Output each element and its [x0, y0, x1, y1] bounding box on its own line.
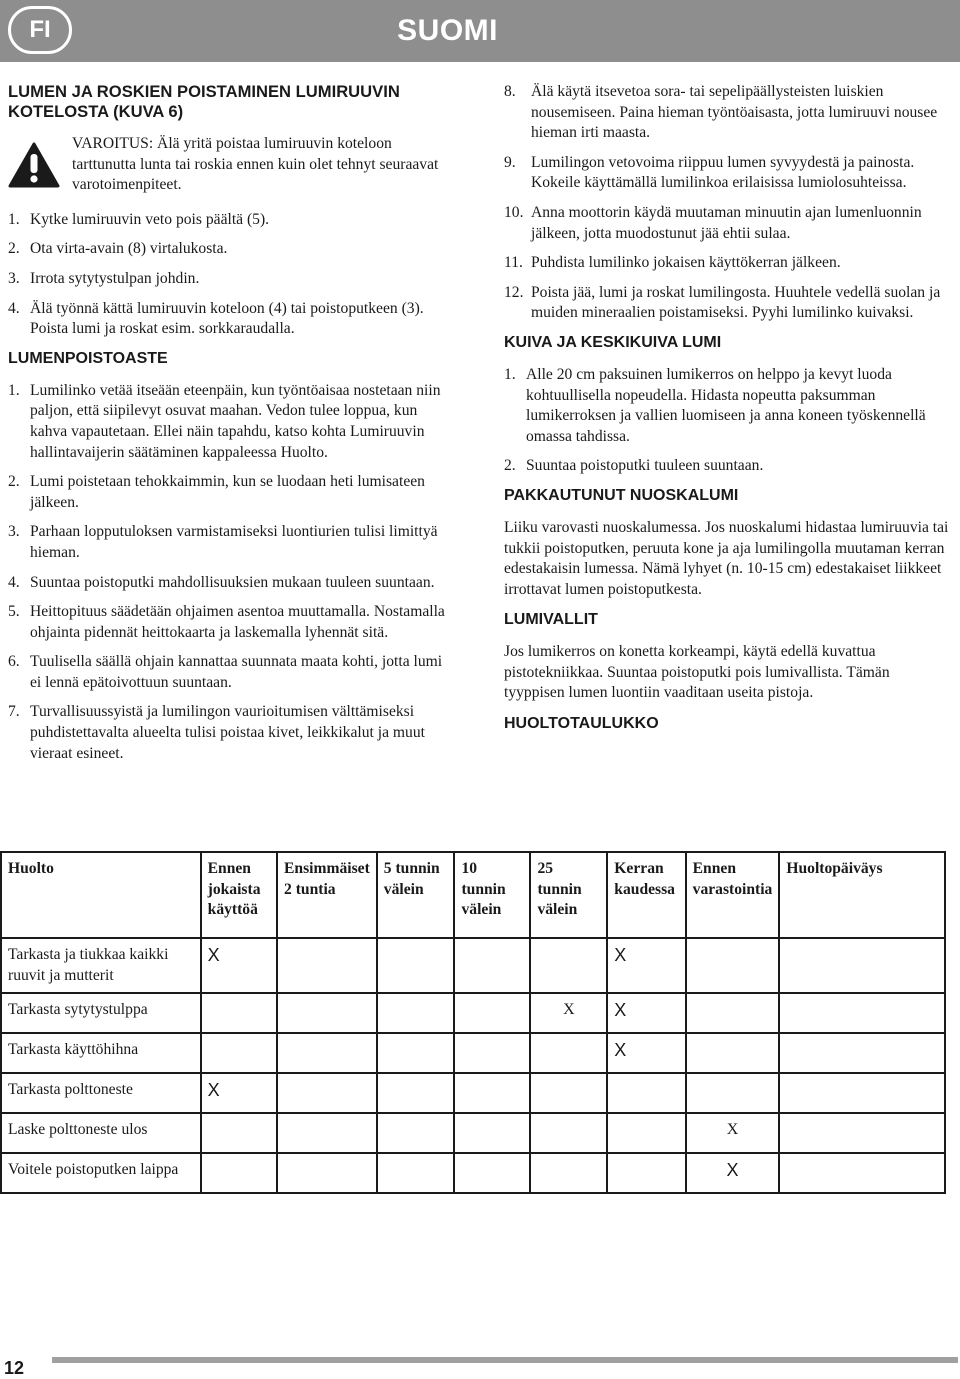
table-cell: [201, 993, 277, 1033]
table-cell: [377, 1073, 455, 1113]
packed-snow-heading: PAKKAUTUNUT NUOSKALUMI: [504, 486, 739, 504]
item-text: Tuulisella säällä ohjain kannattaa suunnata maata kohti, jotta lumi ei lennä epätoivottuun suuntaan.: [30, 653, 443, 691]
list-item: [504, 253, 952, 274]
item-text: Poista jää, lumi ja roskat lumilingosta. Huuhtele vedellä suolan ja muiden mineraalien poistamiseksi. Pyyhi lumilinko kuivaksi.: [531, 283, 941, 322]
table-cell: X: [686, 1153, 780, 1193]
list-item: [8, 602, 448, 643]
item-number: 8.: [504, 83, 516, 100]
item-text: Turvallisuussyistä ja lumilingon vaurioitumisen välttämiseksi puhdistettavalta alueelta tulisi poistaa kivet, leikkikalut ja muut vieraat esineet.: [30, 703, 425, 762]
language-badge: FI: [8, 6, 72, 54]
item-number: 3.: [8, 523, 20, 541]
task-cell: Tarkasta ja tiukkaa kaikki ruuvit ja mutterit: [1, 938, 201, 993]
column-header: Huolto: [1, 852, 201, 938]
table-row: [1, 1153, 945, 1193]
list-item: [504, 283, 952, 324]
task-cell: Tarkasta polttoneste: [1, 1073, 201, 1113]
table-cell: [201, 1033, 277, 1073]
item-text: Suuntaa poistoputki tuuleen suuntaan.: [526, 457, 764, 475]
item-text: Puhdista lumilinko jokaisen käyttökerran jälkeen.: [531, 254, 841, 272]
list-item: [8, 210, 448, 231]
table-cell: [686, 938, 780, 993]
list-item: [8, 472, 448, 513]
table-cell: [530, 1153, 607, 1193]
table-cell: [530, 1073, 607, 1113]
table-cell: [377, 1153, 455, 1193]
list-item: [8, 381, 448, 463]
table-cell: [377, 993, 455, 1033]
table-cell: [454, 1153, 530, 1193]
task-cell: Tarkasta käyttöhihna: [1, 1033, 201, 1073]
task-cell: Laske polttoneste ulos: [1, 1113, 201, 1153]
item-text: Anna moottorin käydä muutaman minuutin ajan lumenluonnin jälkeen, jotta muodostunut jää ehtii sulaa.: [531, 203, 922, 242]
table-cell: [779, 1113, 945, 1153]
table-cell: [377, 938, 455, 993]
table-cell: [779, 1153, 945, 1193]
table-cell: [686, 1073, 780, 1113]
step-list: [8, 210, 448, 340]
table-cell: [277, 1153, 377, 1193]
right-column: [504, 82, 952, 746]
item-number: 2.: [504, 457, 516, 475]
left-column: [8, 82, 448, 773]
item-number: 5.: [8, 603, 20, 621]
item-text: Lumilinko vetää itseään eteenpäin, kun työntöaisaa nostetaan niin paljon, että siipilevyt osuvat maahan. Vedon tulee loppua, kun kahva vapautetaan. Ellei näin tapahdu, katso kohta Lumiruuvin hallintavaijerin säätäminen kappaleessa Huolto.: [30, 381, 441, 461]
list-item: [8, 522, 448, 563]
item-number: 6.: [8, 653, 20, 671]
table-cell: [686, 993, 780, 1033]
item-text: Alle 20 cm paksuinen lumikerros on helppo ja kevyt luoda kohtuullisella nopeudella. Hidasta nopeutta paksumman lumikerroksen ja vallien luomiseen ja anna koneen työskennellä omassa tahdissa.: [526, 365, 926, 445]
table-cell: X: [607, 938, 685, 993]
table-cell: [530, 938, 607, 993]
table-cell: [277, 993, 377, 1033]
item-number: 12.: [504, 283, 524, 301]
task-cell: Voitele poistoputken laippa: [1, 1153, 201, 1193]
table-cell: [277, 1113, 377, 1153]
task-cell: Tarkasta sytytystulppa: [1, 993, 201, 1033]
table-cell: [454, 938, 530, 993]
table-row: [1, 938, 945, 993]
item-number: 7.: [8, 703, 20, 721]
table-cell: [530, 1113, 607, 1153]
item-text: Heittopituus säädetään ohjaimen asentoa muuttamalla. Nostamalla ohjainta pidennät heittokaarta ja laskemalla lyhennät sitä.: [30, 603, 445, 641]
tips-list: [8, 381, 448, 765]
table-row: [1, 1073, 945, 1113]
item-text: Parhaan lopputuloksen varmistamiseksi luontiurien tulisi limittyä hieman.: [30, 523, 438, 561]
item-number: 1.: [504, 365, 516, 383]
column-header: Ensimmäiset 2 tuntia: [277, 852, 377, 938]
table-cell: X: [201, 938, 277, 993]
list-item: [504, 203, 952, 244]
table-cell: [277, 1073, 377, 1113]
table-header-row: [1, 852, 945, 938]
table-row: [1, 1033, 945, 1073]
item-text: Lumi poistetaan tehokkaimmin, kun se luodaan heti lumisateen jälkeen.: [30, 473, 425, 511]
table-cell: [201, 1113, 277, 1153]
column-header: 5 tunnin välein: [377, 852, 455, 938]
table-cell: [454, 1113, 530, 1153]
list-item: [8, 702, 448, 764]
list-item: [504, 153, 952, 194]
left-heading: LUMEN JA ROSKIEN POISTAMINEN LUMIRUUVIN KOTELOSTA (KUVA 6): [8, 82, 400, 121]
item-text: Älä käytä itsevetoa sora- tai sepelipäällysteisten luiskien nousemiseen. Paina hieman työntöaisasta, jotta lumiruuvi nousee hieman irti maasta.: [531, 83, 938, 142]
item-text: Suuntaa poistoputki mahdollisuuksien mukaan tuuleen suuntaan.: [30, 573, 435, 591]
table-cell: [454, 1073, 530, 1113]
item-number: 11.: [504, 254, 523, 272]
table-cell: [779, 1033, 945, 1073]
item-number: 1.: [8, 381, 20, 399]
item-text: Lumilingon vetovoima riippuu lumen syvyydestä ja painosta. Kokeile käyttämällä lumilinkoa erilaisissa lumiolosuhteissa.: [531, 153, 915, 192]
maintenance-table: [0, 851, 946, 1194]
packed-snow-text: Liiku varovasti nuoskalumessa. Jos nuoskalumi hidastaa lumiruuvia tai tukkii poistoputken, peruuta kone ja aja lumilingolla muutaman kerran edestakaisin lumessa. Nämä lyhyet (n. 10-15 cm) edestakaiset liikkeet irrottavat lumen poistoputkesta.: [504, 518, 949, 598]
list-item: [8, 573, 448, 594]
table-cell: [607, 1073, 685, 1113]
footer-bar: [52, 1357, 958, 1363]
item-number: 2.: [8, 473, 20, 491]
table-cell: [377, 1113, 455, 1153]
list-item: [504, 82, 952, 144]
table-cell: [454, 1033, 530, 1073]
warning-icon: [8, 134, 72, 196]
tips-list-continued: [504, 82, 952, 324]
column-header: 25 tunnin välein: [530, 852, 607, 938]
column-header: Ennen varastointia: [686, 852, 780, 938]
warning-block: [8, 134, 448, 196]
drifts-text: Jos lumikerros on konetta korkeampi, käytä edellä kuvattua pistotekniikkaa. Suuntaa poistoputki pois lumivallista. Tämän tyyppisen lumen luontiin vaaditaan useita pistoja.: [504, 643, 890, 702]
table-cell: X: [607, 1033, 685, 1073]
table-cell: X: [530, 993, 607, 1033]
item-text: Kytke lumiruuvin veto pois päältä (5).: [30, 210, 270, 228]
drifts-heading: LUMIVALLIT: [504, 611, 598, 629]
column-header: 10 tunnin välein: [454, 852, 530, 938]
table-row: [1, 993, 945, 1033]
table-cell: [779, 1073, 945, 1113]
table-cell: [607, 1113, 685, 1153]
table-row: [1, 1113, 945, 1153]
list-item: [8, 239, 448, 260]
item-text: Älä työnnä kättä lumiruuvin koteloon (4) tai poistoputkeen (3). Poista lumi ja roskat esim. sorkkaraudalla.: [30, 299, 424, 338]
table-cell: [201, 1153, 277, 1193]
table-cell: X: [201, 1073, 277, 1113]
list-item: [8, 299, 448, 340]
section-title: SUOMI: [397, 14, 498, 47]
item-number: 3.: [8, 269, 20, 287]
list-item: [504, 456, 952, 477]
column-header: Ennen jokaista käyttöä: [201, 852, 277, 938]
table-cell: [530, 1033, 607, 1073]
item-number: 4.: [8, 573, 20, 591]
table-cell: [686, 1033, 780, 1073]
table-cell: [607, 1153, 685, 1193]
table-cell: X: [607, 993, 685, 1033]
page-number: 12: [4, 1358, 25, 1378]
item-number: 1.: [8, 210, 20, 228]
table-cell: [779, 993, 945, 1033]
dry-snow-list: [504, 365, 952, 477]
table-cell: [454, 993, 530, 1033]
dry-snow-heading: KUIVA JA KESKIKUIVA LUMI: [504, 333, 722, 351]
table-cell: [277, 938, 377, 993]
table-cell: X: [686, 1113, 780, 1153]
column-header: Kerran kaudessa: [607, 852, 685, 938]
maintenance-table-heading: HUOLTOTAULUKKO: [504, 715, 659, 733]
column-header: Huoltopäiväys: [779, 852, 945, 938]
lumenpoistoaste-heading: LUMENPOISTOASTE: [8, 349, 168, 367]
item-text: Ota virta-avain (8) virtalukosta.: [30, 240, 228, 258]
table-cell: [779, 938, 945, 993]
table-cell: [277, 1033, 377, 1073]
item-number: 2.: [8, 240, 20, 258]
list-item: [8, 652, 448, 693]
list-item: [504, 365, 952, 447]
table-cell: [377, 1033, 455, 1073]
item-text: Irrota sytytystulpan johdin.: [30, 269, 200, 287]
item-number: 10.: [504, 203, 524, 221]
warning-text: VAROITUS: Älä yritä poistaa lumiruuvin koteloon tarttunutta lunta tai roskia ennen kuin olet tehnyt seuraavat varotoimenpiteet.: [72, 135, 439, 194]
list-item: [8, 269, 448, 290]
item-number: 9.: [504, 153, 516, 171]
item-number: 4.: [8, 299, 20, 317]
